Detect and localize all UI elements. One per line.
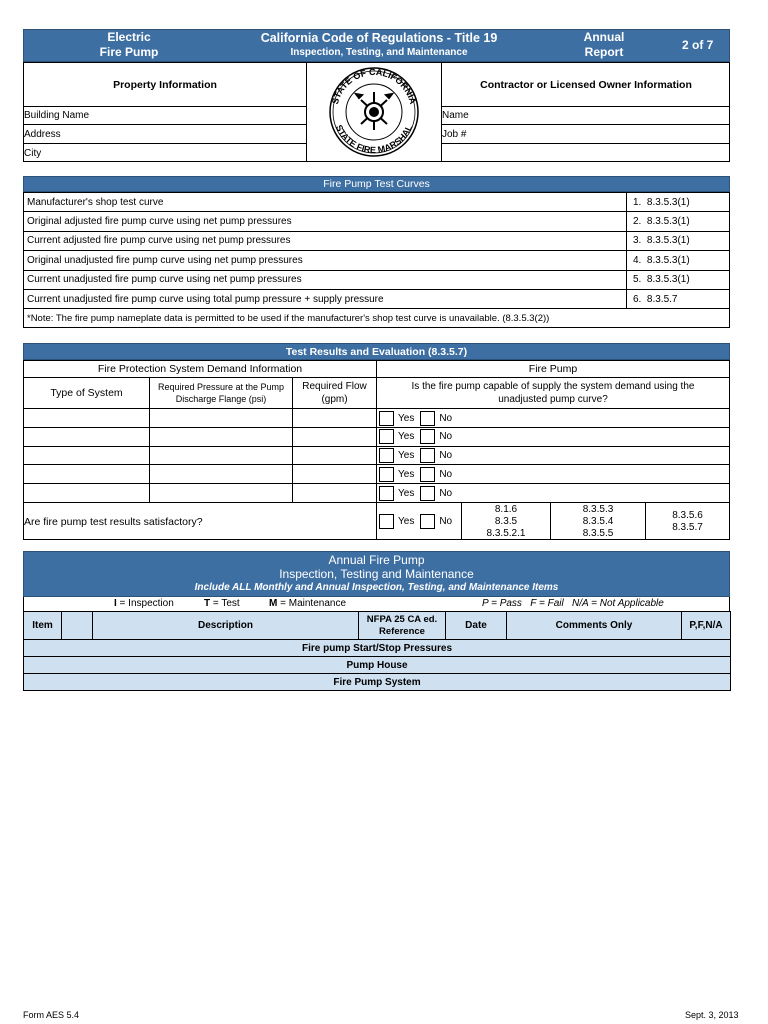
system-type-cell[interactable] [24, 483, 150, 502]
curve-label: Manufacturer's shop test curve [24, 193, 627, 212]
required-pressure-cell[interactable] [150, 464, 293, 483]
curve-label: Original unadjusted fire pump curve using net pump pressures [24, 251, 627, 270]
annual-table-wrap [23, 611, 730, 691]
curve-label: Current adjusted fire pump curve using net pump pressures [24, 231, 627, 250]
curve-reference: 3. 8.3.5.3(1) [627, 231, 730, 250]
system-type-cell[interactable] [24, 446, 150, 465]
contractor-name-field[interactable]: Name [442, 106, 730, 125]
svg-text:STATE OF CALIFORNIA: STATE OF CALIFORNIA [329, 66, 419, 106]
results-block [23, 360, 730, 540]
required-flow-cell[interactable] [293, 464, 376, 483]
city-field[interactable]: City [24, 147, 42, 159]
satisfactory-refs-2: 8.3.5.3 8.3.5.4 8.3.5.5 [550, 502, 645, 540]
satisfactory-yes-checkbox[interactable] [379, 514, 394, 529]
no-checkbox[interactable] [420, 467, 435, 482]
annual-header-row: Item Description NFPA 25 CA ed. Reference Date Comments Only P,F,N/A [24, 612, 731, 640]
curve-note-row [24, 309, 730, 328]
required-pressure-cell[interactable] [150, 408, 293, 427]
curve-row [24, 251, 730, 270]
yes-checkbox[interactable] [379, 486, 394, 501]
curve-reference: 2. 8.3.5.3(1) [627, 212, 730, 231]
form-header [23, 29, 730, 62]
property-block [23, 62, 730, 162]
fire-pump-heading: Fire Pump [376, 361, 729, 378]
legend-row: I = Inspection T = Test M = Maintenance P = Pass F = Fail N/A = Not Applicable [23, 597, 730, 611]
curve-reference: 1. 8.3.5.3(1) [627, 193, 730, 212]
job-number-field[interactable]: Job # [442, 125, 730, 144]
required-pressure-cell[interactable] [150, 427, 293, 446]
curves-title: Fire Pump Test Curves [23, 176, 730, 192]
address-field[interactable]: Address [24, 125, 306, 144]
curve-reference: 5. 8.3.5.3(1) [627, 270, 730, 289]
pump-capable-answer: Yes No [376, 446, 729, 465]
building-name-field[interactable]: Building Name [24, 106, 306, 125]
annual-title: Annual Fire Pump Inspection, Testing and Maintenance Include ALL Monthly and Annual Inspection, Testing, and Maintenance Items [23, 551, 730, 597]
page-number: 2 of 7 [682, 38, 714, 52]
pump-capable-answer: Yes No [376, 464, 729, 483]
curve-note: *Note: The fire pump nameplate data is permitted to be used if the manufacturer's shop test curve is unavailable. (8.3.5.3(2)) [24, 309, 730, 328]
satisfactory-label: Are fire pump test results satisfactory? [24, 502, 376, 540]
pump-capable-answer: Yes No [376, 483, 729, 502]
header-center: California Code of Regulations - Title 19 Inspection, Testing, and Maintenance [260, 31, 498, 58]
satisfactory-refs-1: 8.1.6 8.3.5 8.3.5.2.1 [461, 502, 550, 540]
curve-label: Current unadjusted fire pump curve using total pump pressure + supply pressure [24, 289, 627, 308]
col-required-pressure: Required Pressure at the Pump Discharge Flange (psi) [150, 378, 293, 408]
pump-capable-answer: Yes No [376, 427, 729, 446]
required-flow-cell[interactable] [293, 446, 376, 465]
section-title: Fire pump Start/Stop Pressures [24, 640, 731, 657]
no-checkbox[interactable] [420, 411, 435, 426]
state-fire-marshal-seal [319, 66, 429, 158]
curves-table [23, 192, 730, 328]
curve-row [24, 193, 730, 212]
results-title: Test Results and Evaluation (8.3.5.7) [23, 343, 730, 360]
yes-checkbox[interactable] [379, 411, 394, 426]
required-flow-cell[interactable] [293, 483, 376, 502]
satisfactory-refs-3: 8.3.5.6 8.3.5.7 [645, 502, 729, 540]
header-left: Electric Fire Pump [99, 30, 159, 59]
required-flow-cell[interactable] [293, 408, 376, 427]
no-checkbox[interactable] [420, 486, 435, 501]
footer-date: Sept. 3, 2013 [685, 1010, 739, 1020]
section-header-row [24, 640, 731, 657]
curve-label: Current unadjusted fire pump curve using net pump pressures [24, 270, 627, 289]
required-flow-cell[interactable] [293, 427, 376, 446]
yes-checkbox[interactable] [379, 448, 394, 463]
section-header-row [24, 657, 731, 674]
required-pressure-cell[interactable] [150, 446, 293, 465]
yes-checkbox[interactable] [379, 467, 394, 482]
curve-row [24, 270, 730, 289]
col-required-flow: Required Flow (gpm) [302, 381, 367, 405]
curve-reference: 4. 8.3.5.3(1) [627, 251, 730, 270]
section-title: Pump House [24, 657, 731, 674]
curve-row [24, 212, 730, 231]
curve-reference: 6. 8.3.5.7 [627, 289, 730, 308]
pump-question: Is the fire pump capable of supply the system demand using the unadjusted pump curve? [376, 378, 729, 408]
yes-checkbox[interactable] [379, 429, 394, 444]
required-pressure-cell[interactable] [150, 483, 293, 502]
section-title: Fire Pump System [24, 674, 731, 691]
no-checkbox[interactable] [420, 448, 435, 463]
header-right: Annual Report [583, 30, 625, 59]
seal-svg [319, 66, 429, 158]
pump-capable-answer: Yes No [376, 408, 729, 427]
curve-label: Original adjusted fire pump curve using net pump pressures [24, 212, 627, 231]
footer-form-number: Form AES 5.4 [23, 1010, 80, 1020]
contractor-title: Contractor or Licensed Owner Information [480, 78, 692, 91]
property-title: Property Information [113, 78, 217, 91]
no-checkbox[interactable] [420, 429, 435, 444]
system-type-cell[interactable] [24, 408, 150, 427]
system-type-cell[interactable] [24, 427, 150, 446]
curve-row [24, 289, 730, 308]
col-type-of-system: Type of System [24, 378, 150, 408]
demand-heading: Fire Protection System Demand Information [24, 361, 376, 378]
curve-row [24, 231, 730, 250]
section-header-row [24, 674, 731, 691]
svg-text:STATE FIRE MARSHAL: STATE FIRE MARSHAL [333, 123, 415, 156]
system-type-cell[interactable] [24, 464, 150, 483]
satisfactory-no-checkbox[interactable] [420, 514, 435, 529]
satisfactory-answer: Yes No [376, 502, 461, 540]
